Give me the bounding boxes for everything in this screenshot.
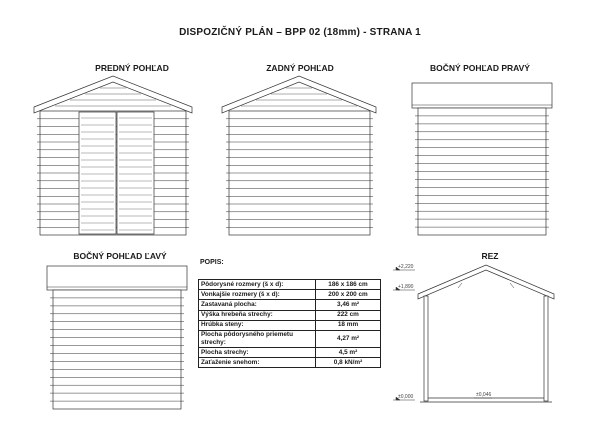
level-eave-label: +1,890 bbox=[398, 284, 414, 290]
spec-value: 222 cm bbox=[316, 310, 381, 320]
front-door-left bbox=[79, 112, 116, 234]
spec-label: Zaťaženie snehom: bbox=[199, 358, 316, 368]
spec-label: Pôdorysné rozmery (š x d): bbox=[199, 280, 316, 290]
front-view-label: PREDNÝ POHĽAD bbox=[95, 63, 169, 73]
right-side-view-drawing bbox=[412, 83, 552, 235]
spec-label: Výška hrebeňa strechy: bbox=[199, 310, 316, 320]
spec-value: 0,8 kN/m² bbox=[316, 358, 381, 368]
level-top-label: +2,220 bbox=[398, 264, 414, 270]
right-side-roof bbox=[412, 83, 552, 108]
page-title: DISPOZIČNÝ PLÁN – BPP 02 (18mm) - STRANA 1 bbox=[179, 27, 421, 38]
spec-label: Plocha strechy: bbox=[199, 347, 316, 357]
left-side-roof bbox=[47, 266, 187, 290]
spec-label: Plocha pôdorysného priemetu strechy: bbox=[199, 330, 316, 347]
section-left-wall bbox=[424, 296, 428, 401]
left-side-wall bbox=[53, 290, 181, 409]
section-right-wall bbox=[544, 296, 548, 401]
spec-value: 200 x 200 cm bbox=[316, 290, 381, 300]
level-base-label: ±0,000 bbox=[398, 394, 414, 400]
spec-value: 3,46 m² bbox=[316, 300, 381, 310]
spec-value: 4,5 m² bbox=[316, 347, 381, 357]
section-view-drawing bbox=[418, 265, 554, 402]
left-side-view-label: BOČNÝ POHĽAD ĽAVÝ bbox=[73, 251, 167, 261]
spec-label: Hrúbka steny: bbox=[199, 320, 316, 330]
section-view-label: REZ bbox=[481, 251, 499, 261]
front-view-drawing bbox=[34, 76, 192, 235]
level-floor-label: ±0,046 bbox=[476, 392, 492, 398]
left-side-view-drawing bbox=[47, 266, 187, 409]
right-side-view-label: BOČNÝ POHĽAD PRAVÝ bbox=[430, 63, 530, 73]
spec-value: 18 mm bbox=[316, 320, 381, 330]
description-label: POPIS: bbox=[200, 259, 224, 266]
front-roof bbox=[34, 76, 192, 113]
spec-label: Zastavaná plocha: bbox=[199, 300, 316, 310]
spec-value: 4,27 m² bbox=[316, 330, 381, 347]
front-door-right bbox=[117, 112, 154, 234]
section-roof bbox=[418, 265, 554, 299]
back-view-drawing bbox=[222, 76, 376, 235]
back-view-label: ZADNÝ POHĽAD bbox=[266, 63, 334, 73]
spec-value: 186 x 186 cm bbox=[316, 280, 381, 290]
back-roof bbox=[222, 76, 376, 113]
spec-label: Vonkajšie rozmery (š x d): bbox=[199, 290, 316, 300]
